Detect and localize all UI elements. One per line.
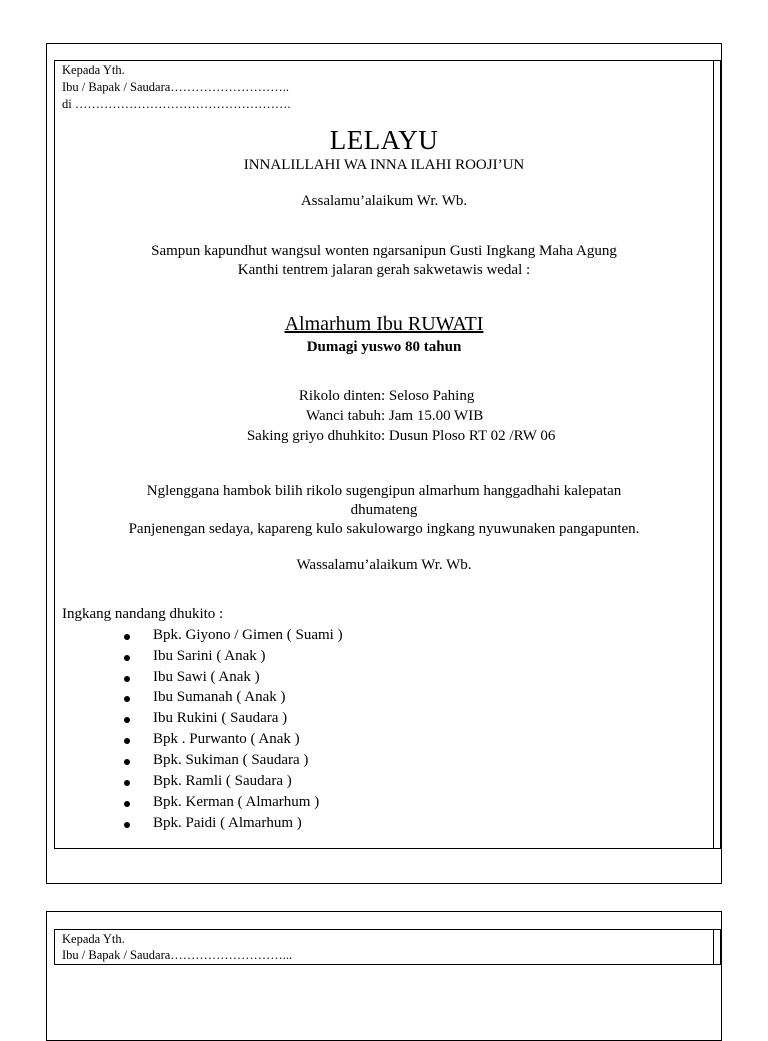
bullet-icon — [124, 738, 130, 744]
message-line-2: dhumateng — [350, 502, 418, 518]
bullet-icon — [124, 717, 130, 723]
detail-label-time: Wanci tabuh — [305, 408, 381, 424]
announce-line-1: Sampun kapundhut wangsul wonten ngarsanipun Gusti Ingkang Maha Agung — [151, 243, 617, 259]
mourner-name: Ibu Sawi ( Anak ) — [153, 669, 260, 685]
bullet-icon — [124, 655, 130, 661]
bullet-icon — [124, 780, 130, 786]
closing-greeting: Wassalamu’alaikum Wr. Wb. — [296, 557, 472, 573]
address-line-2: Ibu / Bapak / Saudara……………………….. — [62, 80, 290, 94]
bullet-icon — [124, 759, 130, 765]
card-inner-divider — [713, 60, 714, 849]
message-line-3: Panjenengan sedaya, kapareng kulo sakulowargo ingkang nyuwunaken pangapunten. — [128, 521, 640, 537]
message-line-1: Nglenggana hambok bilih rikolo sugengipun almarhum hanggadhahi kalepatan — [146, 483, 622, 499]
detail-label-location: Saking griyo dhuhkito — [246, 428, 381, 444]
mourners-heading: Ingkang nandang dhukito : — [62, 606, 224, 622]
card2-address-line-2: Ibu / Bapak / Saudara………………………... — [62, 948, 293, 962]
bullet-icon — [124, 634, 130, 640]
detail-value-day: : Seloso Pahing — [381, 388, 475, 404]
announcement-subtitle: INNALILLAHI WA INNA ILAHI ROOJI’UN — [243, 157, 525, 173]
card2-inner-divider — [713, 929, 714, 965]
mourner-name: Bpk. Kerman ( Almarhum ) — [153, 794, 320, 810]
detail-label-day: Rikolo dinten — [298, 388, 381, 404]
bullet-icon — [124, 696, 130, 702]
mourner-name: Bpk . Purwanto ( Anak ) — [153, 731, 300, 747]
mourner-name: Bpk. Giyono / Gimen ( Suami ) — [153, 627, 343, 643]
bullet-icon — [124, 676, 130, 682]
address-line-3: di ……………………………………………. — [62, 97, 291, 111]
greeting: Assalamu’alaikum Wr. Wb. — [300, 193, 468, 209]
announcement-title: LELAYU — [329, 125, 439, 155]
announce-line-2: Kanthi tentrem jalaran gerah sakwetawis wedal : — [237, 262, 531, 278]
deceased-age: Dumagi yuswo 80 tahun — [306, 339, 462, 355]
deceased-name: Almarhum Ibu RUWATI — [284, 313, 484, 335]
mourner-name: Ibu Rukini ( Saudara ) — [153, 710, 288, 726]
detail-value-time: : Jam 15.00 WIB — [381, 408, 484, 424]
mourner-name: Ibu Sumanah ( Anak ) — [153, 689, 286, 705]
bullet-icon — [124, 801, 130, 807]
detail-value-location: : Dusun Ploso RT 02 /RW 06 — [381, 428, 556, 444]
bullet-icon — [124, 822, 130, 828]
card2-address-line-1: Kepada Yth. — [62, 932, 125, 946]
mourner-name: Bpk. Ramli ( Saudara ) — [153, 773, 292, 789]
mourner-name: Ibu Sarini ( Anak ) — [153, 648, 266, 664]
mourner-name: Bpk. Sukiman ( Saudara ) — [153, 752, 309, 768]
address-line-1: Kepada Yth. — [62, 63, 125, 77]
mourner-name: Bpk. Paidi ( Almarhum ) — [153, 815, 302, 831]
